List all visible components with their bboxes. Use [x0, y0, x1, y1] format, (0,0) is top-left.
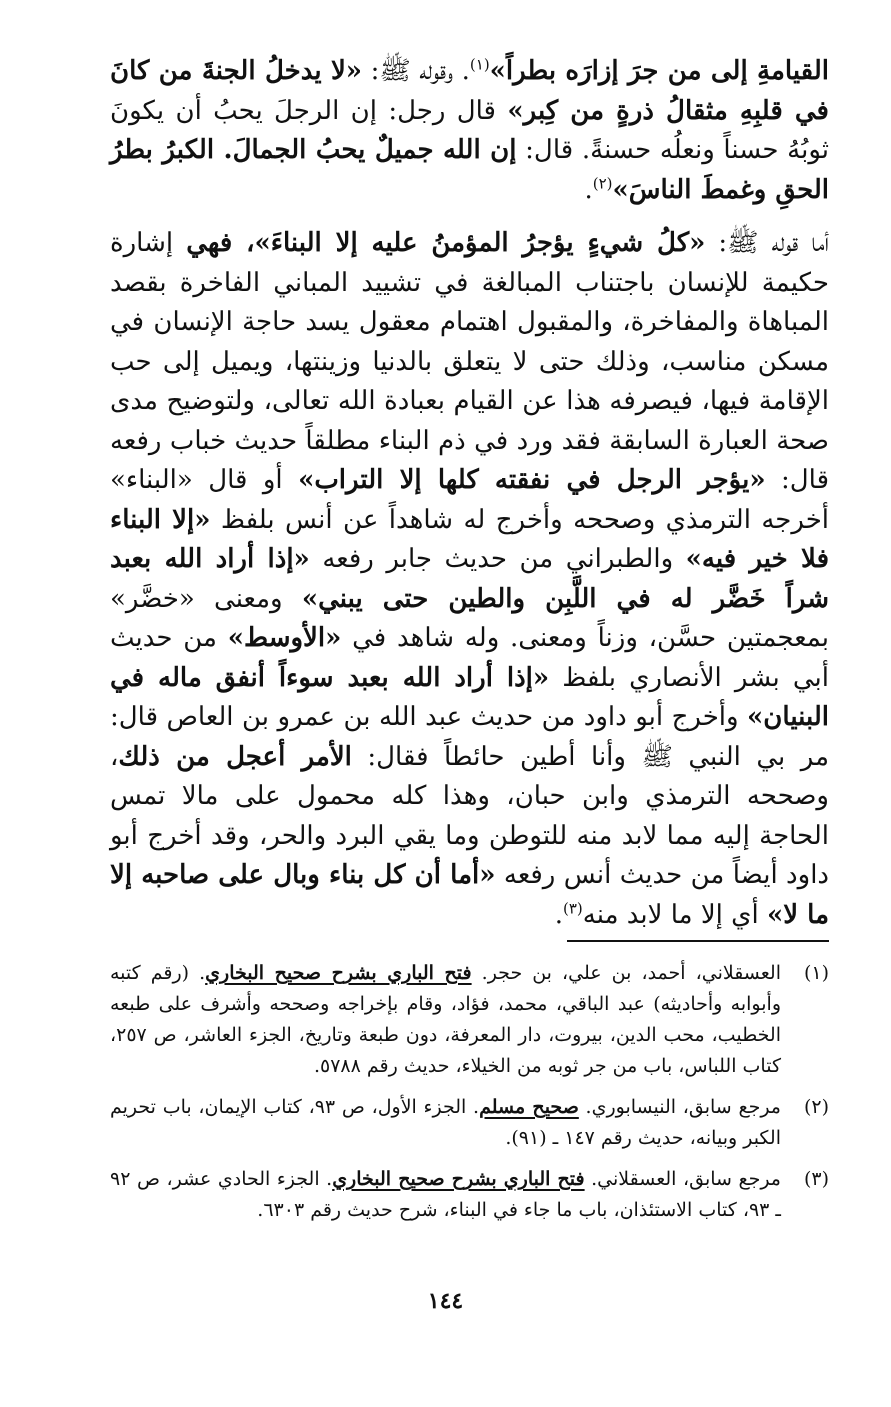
- main-text: [110, 52, 829, 935]
- text-run: أي إلا ما لابد منه: [582, 899, 768, 930]
- book-title: صحيح مسلم: [479, 1096, 579, 1118]
- bold-quote: الأمر أعجل من ذلك: [118, 741, 352, 772]
- page-number: ١٤٤: [427, 1288, 464, 1314]
- text-run: مرجع سابق، العسقلاني.: [584, 1168, 781, 1190]
- text-run: العسقلاني، أحمد، بن علي، بن حجر.: [471, 962, 781, 984]
- text-run: . وقوله ﷺ:: [362, 56, 470, 86]
- text-run: . الجزء الأول، ص ٩٣، كتاب الإيمان، باب تحريم الكبر وبيانه، حديث رقم ١٤٧ ـ (٩١).: [110, 1096, 781, 1149]
- footnote-text: [110, 958, 781, 1082]
- bold-quote: القيامةِ إلى من جرَ إزارَه بطراً»: [489, 56, 829, 86]
- footnote-reference: (٣): [563, 898, 583, 917]
- footnote-text: [110, 1164, 781, 1226]
- text-run: ومعنى «خضَّر» بمعجمتين حسَّن، وزناً ومعنى. وله شاهد في: [110, 583, 829, 653]
- text-run: .: [554, 899, 563, 930]
- text-run: .: [584, 174, 593, 205]
- footnote-number: (٢): [803, 1096, 829, 1118]
- text-run: من حديث أبي بشر الأنصاري بلفظ: [110, 623, 829, 693]
- footnote-3: [110, 1164, 829, 1226]
- bold-quote: إن الله جميلٌ يحبُ الجمالَ. الكبرُ بطرُ الحقِ وغمطَ الناسَ»: [110, 135, 829, 205]
- book-title: فتح الباري بشرح صحيح البخاري: [332, 1168, 585, 1190]
- footnote-1: [110, 958, 829, 1082]
- text-run: . (رقم كتبه وأبوابه وأحاديثه) عبد الباقي، محمد، فؤاد، وقام بإخراجه وصححه وأشرف على طبعه الخطيب، محب الدين، بيروت، دار المعرفة، دون طبعة وتاريخ، الجزء العاشر، ص ٢٥٧، كتاب اللباس، باب من جر ثوبه من الخيلاء، حديث رقم ٥٧٨٨.: [110, 962, 781, 1077]
- text-run: ، وصححه الترمذي وابن حبان، وهذا كله محمول على مالا تمس الحاجة إليه مما لابد منه للتوطن وما يقي البرد والحر، وقد أخرج أبو داود أيضاً من حديث أنس رفعه: [110, 741, 829, 890]
- bold-quote: «إذا أراد الله بعبد شراً خَضَّر له في اللَّبِن والطين حتى يبني»: [110, 544, 829, 614]
- paragraph-1: [110, 52, 829, 210]
- text-run: أما قوله ﷺ:: [705, 228, 830, 258]
- book-title: فتح الباري بشرح صحيح البخاري: [205, 962, 472, 984]
- bold-quote: «يؤجر الرجل في نفقته كلها إلا التراب»: [298, 465, 766, 495]
- footnote-number: (١): [803, 962, 829, 984]
- bold-quote: «إلا البناء فلا خير فيه»: [110, 504, 829, 574]
- footnote-reference: (٢): [592, 173, 613, 192]
- footnote-text: [110, 1092, 781, 1154]
- footnote-separator: [567, 940, 829, 942]
- footnotes: [110, 958, 829, 1236]
- footnote-reference: (١): [469, 55, 490, 74]
- bold-quote: «إذا أراد الله بعبد سوءاً أنفق ماله في البنيان»: [110, 662, 829, 732]
- footnote-number: (٣): [803, 1168, 829, 1190]
- text-run: أو قال «البناء» أخرجه الترمذي وصححه وأخرج له شاهداً عن أنس بلفظ: [110, 465, 830, 535]
- bold-quote: «كلُ شيءٍ يؤجرُ المؤمنُ عليه إلا البناءَ»، فهي: [186, 228, 706, 258]
- text-run: . الجزء الحادي عشر، ص ٩٢ ـ ٩٣، كتاب الاستئذان، باب ما جاء في البناء، شرح حديث رقم ٦٣٠٣.: [110, 1168, 781, 1221]
- text-run: وأخرج أبو داود من حديث عبد الله بن عمرو بن العاص قال: مر بي النبي ﷺ وأنا أطين حائطاً فقال:: [110, 702, 829, 772]
- text-run: قال رجل: إن الرجلَ يحبُ أن يكونَ ثوبُهُ حسناً ونعلُه حسنةً. قال:: [110, 95, 829, 165]
- text-run: والطبراني من حديث جابر رفعه: [309, 544, 686, 574]
- paragraph-2: [110, 224, 829, 935]
- text-run: مرجع سابق، النيسابوري.: [578, 1096, 781, 1118]
- bold-quote: «الأوسط»: [227, 623, 342, 653]
- bold-quote: «أما أن كل بناء وبال على صاحبه إلا ما لا»: [110, 860, 829, 930]
- footnote-2: [110, 1092, 829, 1154]
- bold-quote: «لا يدخلُ الجنةَ من كانَ في قلبِهِ مثقالُ ذرةٍ من كِبر»: [110, 56, 829, 126]
- text-run: إشارة حكيمة للإنسان باجتناب المبالغة في تشييد المباني الفاخرة بقصد المباهاة والمفاخرة، والمقبول اهتمام معقول يسد حاجة الإنسان في مسكن مناسب، وذلك حتى لا يتعلق بالدنيا وزينتها، ويميل إلى حب الإقامة فيها، فيصرفه هذا عن القيام بعبادة الله تعالى، ولتوضيح مدى صحة العبارة السابقة فقد ورد في ذم البناء مطلقاً حديث خباب رفعه قال:: [110, 228, 829, 495]
